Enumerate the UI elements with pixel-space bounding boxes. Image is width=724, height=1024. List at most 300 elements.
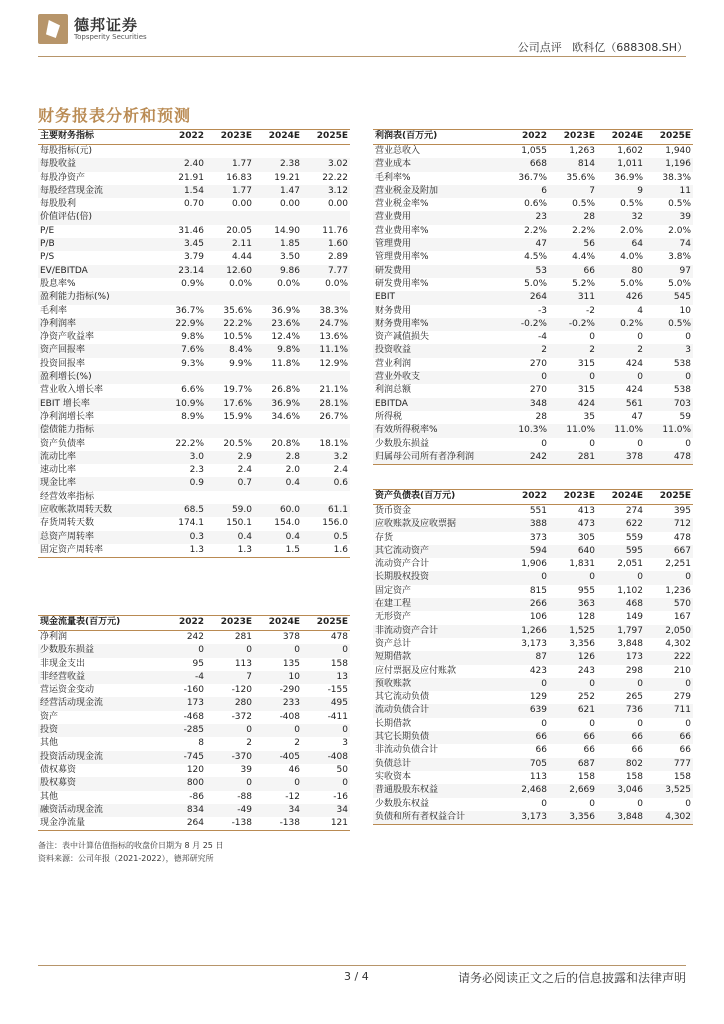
row-label: 营业费用 xyxy=(373,211,501,224)
cell-value: 12.9% xyxy=(319,358,348,369)
table-row xyxy=(373,638,693,651)
cell-value: 1.77 xyxy=(206,158,254,171)
cell-value: 11.1% xyxy=(302,344,350,357)
cell-value: 264 xyxy=(158,817,206,831)
cell-value: 0 xyxy=(685,718,691,729)
cell-value xyxy=(254,145,302,159)
cell-value: 11.0% xyxy=(549,424,597,437)
cell-value: 8.9% xyxy=(181,411,204,422)
footer-divider xyxy=(38,965,686,966)
cell-value: 150.1 xyxy=(226,518,252,529)
cell-value: 0.2% xyxy=(597,318,645,331)
cell-value: 26.7% xyxy=(319,411,348,422)
cell-value: 3.79 xyxy=(183,252,204,263)
cell-value: 0 xyxy=(501,571,549,584)
cell-value: 800 xyxy=(158,777,206,790)
cell-value: 668 xyxy=(501,158,549,171)
table-row xyxy=(373,251,693,264)
brand-logo-icon xyxy=(38,14,68,44)
year-header: 2025E xyxy=(645,130,693,145)
cell-value: 834 xyxy=(158,804,206,817)
table-row xyxy=(373,238,693,251)
cell-value: 1.85 xyxy=(254,238,302,251)
cell-value: 36.9% xyxy=(271,305,300,316)
cell-value: 10.9% xyxy=(158,398,206,411)
cell-value: 667 xyxy=(645,545,693,558)
cell-value: 0 xyxy=(549,571,597,584)
cell-value: 36.7% xyxy=(175,305,204,316)
row-label: 长期借款 xyxy=(375,718,412,729)
table-row xyxy=(38,684,350,697)
cell-value: 53 xyxy=(501,265,549,278)
cell-value: 0.0% xyxy=(325,278,348,289)
cell-value: 736 xyxy=(597,704,645,717)
table-row xyxy=(373,718,693,731)
table-row xyxy=(38,185,350,198)
cell-value: 264 xyxy=(501,291,549,304)
cell-value: 478 xyxy=(673,532,691,543)
brand-name-cn: 德邦证券 xyxy=(74,16,139,34)
row-label: 现金净流量 xyxy=(38,817,158,831)
cell-value: 23.14 xyxy=(158,265,206,278)
cell-value: 74 xyxy=(645,238,693,251)
cell-value: -86 xyxy=(189,791,204,802)
cell-value: 2.40 xyxy=(158,158,206,171)
cell-value xyxy=(206,211,254,224)
page-number: 3 / 4 xyxy=(344,970,369,983)
cell-value xyxy=(158,371,206,384)
cell-value: 3,525 xyxy=(645,784,693,797)
cell-value xyxy=(158,291,206,304)
row-label: 资产负债率 xyxy=(40,438,86,449)
table-row xyxy=(38,504,350,517)
table-row xyxy=(38,544,350,558)
table-row xyxy=(373,744,693,757)
row-label: P/B xyxy=(38,238,158,251)
cell-value: -285 xyxy=(158,724,206,737)
cell-value: 154.0 xyxy=(274,518,300,529)
cell-value: 281 xyxy=(549,451,597,465)
table-row xyxy=(38,358,350,371)
disclaimer: 请务必阅读正文之后的信息披露和法律声明 xyxy=(457,971,686,985)
cell-value: -290 xyxy=(279,685,300,696)
table-row xyxy=(373,784,693,797)
cell-value: 0.6% xyxy=(524,199,547,210)
cell-value: 66 xyxy=(583,745,595,756)
cell-value: 126 xyxy=(549,651,597,664)
table-row xyxy=(38,451,350,464)
cell-value: 538 xyxy=(673,358,691,369)
row-label: 其他 xyxy=(40,738,59,749)
cell-value: 639 xyxy=(501,704,549,717)
table-row xyxy=(373,211,693,224)
table-row xyxy=(373,371,693,384)
cell-value: 1,940 xyxy=(665,146,691,156)
valuation-note: 备注：表中计算估值指标的收盘价日期为 8 月 25 日 xyxy=(38,841,224,850)
cell-value: -3 xyxy=(538,305,547,316)
cell-value: 298 xyxy=(625,665,643,676)
row-label: 毛利率 xyxy=(40,305,68,316)
cell-value: 21.1% xyxy=(319,385,348,396)
cell-value: 0.5% xyxy=(572,199,595,210)
cell-value: 3.0 xyxy=(158,451,206,464)
row-label: 固定资产周转率 xyxy=(38,544,158,558)
cell-value: 18.1% xyxy=(319,438,348,449)
cell-value: 39 xyxy=(645,211,693,224)
year-header: 2023E xyxy=(206,130,254,145)
table-row xyxy=(38,491,350,504)
cell-value: 0.0% xyxy=(229,278,252,289)
table-row xyxy=(38,438,350,451)
cell-value: 26.8% xyxy=(271,385,300,396)
cell-value: 0 xyxy=(589,332,595,343)
row-label: 管理费用 xyxy=(373,238,501,251)
table-row xyxy=(38,764,350,777)
cell-value xyxy=(254,291,302,304)
cell-value: 11 xyxy=(645,185,693,198)
cell-value: 0 xyxy=(206,777,254,790)
row-label: 非经营收益 xyxy=(38,671,158,684)
year-header: 2022 xyxy=(158,616,206,631)
table-row xyxy=(373,318,693,331)
cell-value: 1.3 xyxy=(206,544,254,558)
table-row xyxy=(373,571,693,584)
row-label: 净利润增长率 xyxy=(40,411,95,422)
row-label: 长期股权投资 xyxy=(373,571,501,584)
cell-value: -4 xyxy=(158,671,206,684)
table-row xyxy=(373,225,693,238)
row-label: 财务费用 xyxy=(375,305,412,316)
cell-value: 23.6% xyxy=(254,318,302,331)
cell-value: 0.00 xyxy=(279,199,300,210)
table-row xyxy=(38,238,350,251)
cell-value: 266 xyxy=(501,598,549,611)
row-label: 股息率% xyxy=(40,278,76,289)
cell-value: 1,831 xyxy=(569,559,595,570)
table-title: 主要财务指标 xyxy=(38,130,158,145)
cell-value: 0 xyxy=(637,798,643,809)
cell-value: 1,906 xyxy=(521,559,547,570)
cell-value: 1,102 xyxy=(617,585,643,596)
cell-value: 0.9 xyxy=(158,477,206,490)
row-label: 营业成本 xyxy=(373,158,501,171)
cell-value: -16 xyxy=(333,791,348,802)
cell-value: 4.5% xyxy=(524,252,547,263)
row-label: 营业外收支 xyxy=(373,371,501,384)
table-row xyxy=(373,625,693,638)
cell-value: 6.6% xyxy=(181,385,204,396)
row-label: 非流动负债合计 xyxy=(375,745,439,756)
cell-value: -0.2% xyxy=(549,318,597,331)
table-row xyxy=(373,438,693,451)
table-row xyxy=(373,665,693,678)
cell-value: 0 xyxy=(597,571,645,584)
cell-value xyxy=(158,424,206,437)
cell-value: 12.60 xyxy=(206,265,254,278)
cell-value: 11.0% xyxy=(645,424,693,437)
table-row xyxy=(373,731,693,744)
table-row xyxy=(373,185,693,198)
cell-value: 242 xyxy=(186,632,204,642)
cell-value: 2.9 xyxy=(206,451,254,464)
cell-value: 595 xyxy=(597,545,645,558)
cell-value: 2.2% xyxy=(572,225,595,236)
row-label: 研发费用率% xyxy=(375,278,429,289)
cell-value: 0 xyxy=(501,371,549,384)
cell-value: 149 xyxy=(625,612,643,623)
table-row xyxy=(38,398,350,411)
year-header: 2024E xyxy=(254,616,302,631)
cell-value: 2 xyxy=(597,344,645,357)
cell-value: 0 xyxy=(302,777,350,790)
cell-value: 640 xyxy=(549,545,597,558)
cell-value: 24.7% xyxy=(302,318,350,331)
table-row xyxy=(373,798,693,811)
row-label: 投资收益 xyxy=(373,344,501,357)
row-label: P/E xyxy=(40,225,55,236)
cell-value xyxy=(206,491,254,504)
cell-value: 28.1% xyxy=(302,398,350,411)
cell-value xyxy=(254,211,302,224)
cell-value: -405 xyxy=(254,751,302,764)
row-label: 应收账款及应收票据 xyxy=(373,518,501,531)
table-row xyxy=(373,411,693,424)
cell-value: 106 xyxy=(529,612,547,623)
cell-value: 66 xyxy=(549,265,597,278)
table-row xyxy=(373,651,693,664)
table-header-row xyxy=(38,130,350,145)
income-statement-table xyxy=(373,129,693,465)
cell-value: 570 xyxy=(645,598,693,611)
cell-value: 0.7 xyxy=(206,477,254,490)
cell-value: 955 xyxy=(577,585,595,596)
cell-value: 0 xyxy=(637,438,643,449)
row-label: 流动资产合计 xyxy=(375,559,430,570)
row-label: 投资回报率 xyxy=(40,358,86,369)
table-row xyxy=(373,451,693,465)
cell-value: 21.91 xyxy=(178,172,204,183)
cell-value: 424 xyxy=(549,398,597,411)
cell-value: 0 xyxy=(541,718,547,729)
cell-value: 129 xyxy=(529,692,547,703)
cell-value: 0 xyxy=(589,798,595,809)
cell-value: 7 xyxy=(549,185,597,198)
cell-value: 279 xyxy=(673,692,691,703)
table-row xyxy=(373,145,693,159)
cell-value: 1.60 xyxy=(302,238,350,251)
cell-value xyxy=(158,211,206,224)
row-label: 管理费用率% xyxy=(375,252,429,263)
cell-value: 2,468 xyxy=(501,784,549,797)
cell-value: 59 xyxy=(679,411,691,422)
row-label: 投资活动现金流 xyxy=(38,751,158,764)
cell-value: 0.00 xyxy=(327,199,348,210)
row-label: 营运资金变动 xyxy=(40,685,95,696)
row-label: 每股净资产 xyxy=(40,172,86,183)
cell-value: 0.0% xyxy=(277,278,300,289)
cell-value: 56 xyxy=(549,238,597,251)
row-label: 其它流动负债 xyxy=(375,692,430,703)
cell-value: 14.90 xyxy=(274,225,300,236)
cell-value: 9.86 xyxy=(254,265,302,278)
cell-value: 95 xyxy=(192,658,204,669)
cell-value: 1.6 xyxy=(302,544,350,558)
row-label: 有效所得税率% xyxy=(373,424,501,437)
cell-value: 1.54 xyxy=(158,185,206,198)
table-row xyxy=(373,585,693,598)
cell-value: 9.8% xyxy=(254,344,302,357)
cell-value: 0 xyxy=(685,332,691,343)
cell-value: 0 xyxy=(589,438,595,449)
table-row xyxy=(38,158,350,171)
report-type: 公司点评 xyxy=(517,41,562,54)
cell-value: 64 xyxy=(597,238,645,251)
cell-value: 1.47 xyxy=(254,185,302,198)
cell-value: 38.3% xyxy=(319,305,348,316)
cell-value: 1.3 xyxy=(158,544,206,558)
cell-value: 9.3% xyxy=(181,358,204,369)
row-label: 财务费用率% xyxy=(373,318,501,331)
cell-value: 174.1 xyxy=(178,518,204,529)
cell-value: 0.70 xyxy=(183,199,204,210)
table-row xyxy=(373,158,693,171)
cell-value xyxy=(302,291,350,304)
cell-value: 0 xyxy=(685,798,691,809)
row-label: 其它长期负债 xyxy=(373,731,501,744)
row-label: 毛利率% xyxy=(375,172,411,183)
table-row xyxy=(373,358,693,371)
cell-value: 281 xyxy=(234,632,252,642)
cell-value: 802 xyxy=(597,758,645,771)
row-label: 资产 xyxy=(40,711,59,722)
cell-value: 0 xyxy=(549,678,597,691)
year-header: 2022 xyxy=(501,130,549,145)
cell-value: 3,046 xyxy=(597,784,645,797)
year-header: 2023E xyxy=(206,616,254,631)
cell-value: 222 xyxy=(645,651,693,664)
cell-value: 7 xyxy=(206,671,254,684)
cell-value: 2,050 xyxy=(645,625,693,638)
cell-value: 2.4 xyxy=(237,465,252,476)
table-row xyxy=(373,172,693,185)
table-row xyxy=(38,411,350,424)
cell-value: 233 xyxy=(254,697,302,710)
cell-value: 3.02 xyxy=(302,158,350,171)
cell-value: 20.5% xyxy=(223,438,252,449)
row-label: 债权募资 xyxy=(40,764,77,775)
cell-value: 0 xyxy=(637,718,643,729)
table-row xyxy=(38,172,350,185)
cell-value: 23 xyxy=(501,211,549,224)
table-row xyxy=(38,464,350,477)
cell-value: 0 xyxy=(541,798,547,809)
cell-value: 478 xyxy=(330,632,348,642)
table-row xyxy=(373,704,693,717)
cell-value: 2.0% xyxy=(668,225,691,236)
row-label: 其它流动资产 xyxy=(373,545,501,558)
table-row xyxy=(38,724,350,737)
row-label: 净利润 xyxy=(40,632,68,642)
cell-value: 8 xyxy=(198,738,204,749)
cell-value: 242 xyxy=(501,451,549,465)
cell-value: 0 xyxy=(589,718,595,729)
table-row xyxy=(373,305,693,318)
cell-value: 1,011 xyxy=(597,158,645,171)
table-row xyxy=(373,384,693,397)
cell-value: 34 xyxy=(302,804,350,817)
source-note: 资料来源：公司年报（2021-2022），德邦研究所 xyxy=(38,854,214,863)
cell-value: 4 xyxy=(637,305,643,316)
row-label: 盈利能力指标(%) xyxy=(38,291,158,304)
table-row xyxy=(38,631,350,645)
cell-value: 424 xyxy=(625,358,643,369)
cell-value: 0.3 xyxy=(158,531,206,544)
cell-value: 47 xyxy=(501,238,549,251)
cell-value: 2.4 xyxy=(333,465,348,476)
year-header: 2022 xyxy=(158,130,206,145)
row-label: 少数股东权益 xyxy=(375,798,430,809)
table-row xyxy=(38,517,350,530)
cell-value: 4,302 xyxy=(665,638,691,649)
row-label: 投资 xyxy=(38,724,158,737)
cell-value: 158 xyxy=(673,771,691,782)
cell-value: 423 xyxy=(529,665,547,676)
cell-value: 0 xyxy=(302,644,350,657)
cell-value: 280 xyxy=(206,697,254,710)
table-row xyxy=(38,384,350,397)
table-row xyxy=(38,371,350,384)
table-row xyxy=(38,344,350,357)
cell-value: 7.77 xyxy=(302,265,350,278)
cell-value: 20.8% xyxy=(271,438,300,449)
row-label: 营业费用率% xyxy=(375,225,429,236)
cell-value: 0 xyxy=(549,371,597,384)
row-label: 速动比率 xyxy=(40,465,77,476)
cell-value: 87 xyxy=(501,651,549,664)
row-label: 货币资金 xyxy=(375,506,412,516)
cell-value: 113 xyxy=(234,658,252,669)
cell-value xyxy=(302,145,350,159)
cell-value: 39 xyxy=(240,764,252,775)
table-row xyxy=(38,697,350,710)
cell-value: 0.4 xyxy=(206,531,254,544)
row-label: 每股经营现金流 xyxy=(38,185,158,198)
cell-value: 113 xyxy=(529,771,547,782)
cell-value: 0 xyxy=(637,332,643,343)
cell-value: 66 xyxy=(597,731,645,744)
cell-value: 68.5 xyxy=(158,504,206,517)
cell-value: 3,356 xyxy=(569,638,595,649)
cell-value: 0.5% xyxy=(668,199,691,210)
cell-value: 66 xyxy=(501,731,549,744)
cell-value: 0 xyxy=(206,724,254,737)
cell-value xyxy=(158,491,206,504)
cell-value: 559 xyxy=(625,532,643,543)
row-label: EV/EBITDA xyxy=(38,265,158,278)
cell-value: 173 xyxy=(158,697,206,710)
cell-value: 1,263 xyxy=(569,146,595,156)
row-label: 营业总收入 xyxy=(375,146,421,156)
row-label: 其他 xyxy=(40,791,59,802)
table-row xyxy=(373,278,693,291)
cell-value: 1,602 xyxy=(617,146,643,156)
row-label: 营业税金及附加 xyxy=(373,185,501,198)
cell-value: 0.9% xyxy=(181,278,204,289)
cell-value: 315 xyxy=(577,385,595,396)
cell-value: 2.2% xyxy=(524,225,547,236)
row-label: 在建工程 xyxy=(373,598,501,611)
cell-value: 621 xyxy=(549,704,597,717)
